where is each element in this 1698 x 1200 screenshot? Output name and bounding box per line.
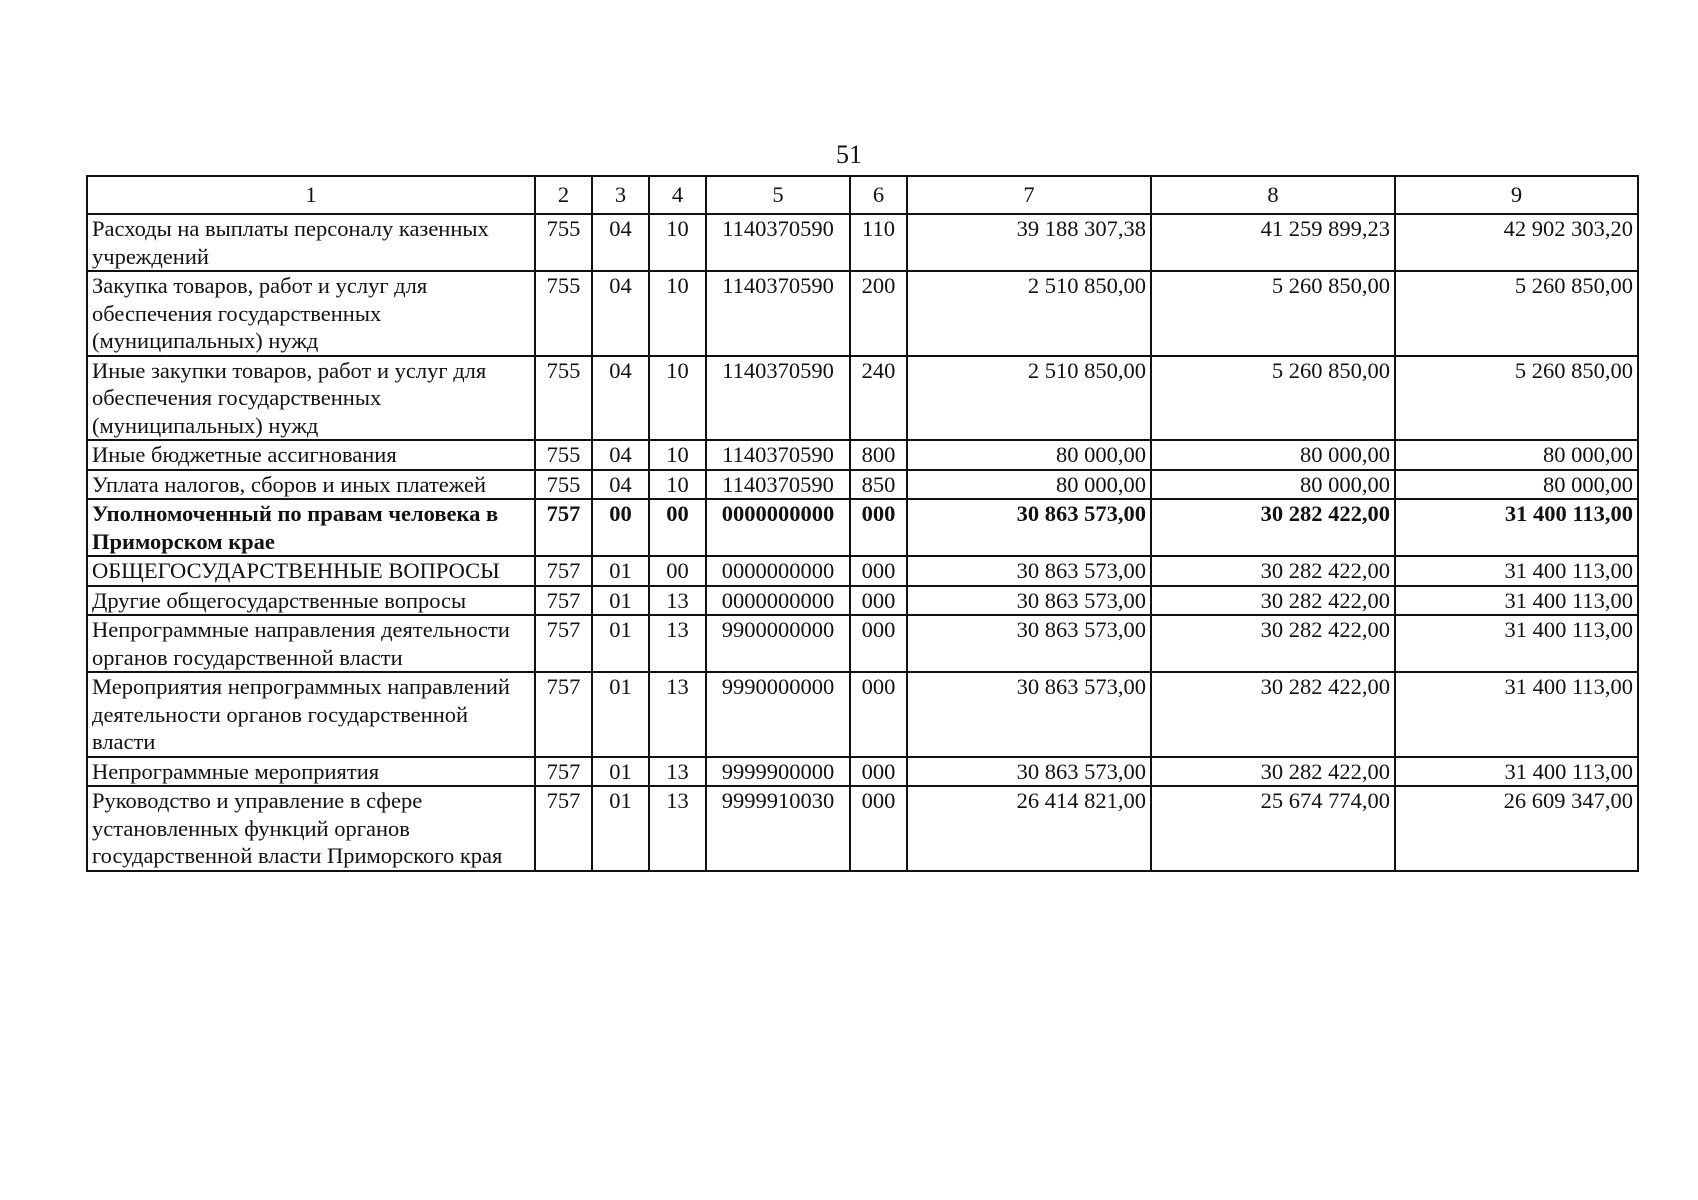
header-cell-5: 5 — [706, 176, 850, 214]
header-cell-4: 4 — [649, 176, 706, 214]
table-row — [87, 757, 1638, 787]
row-code-4-cell: 10 — [649, 214, 706, 271]
row-code-3-cell: 01 — [592, 757, 649, 787]
row-amount-7-cell: 39 188 307,38 — [907, 214, 1151, 271]
row-code-3-cell: 01 — [592, 786, 649, 871]
row-amount-8-cell: 5 260 850,00 — [1151, 356, 1395, 441]
row-code-2-cell: 757 — [535, 615, 592, 672]
row-code-2-cell: 757 — [535, 672, 592, 757]
row-code-3-cell: 01 — [592, 586, 649, 616]
table-row — [87, 356, 1638, 441]
row-code-6-cell: 800 — [850, 440, 907, 470]
row-amount-9-cell: 31 400 113,00 — [1395, 672, 1638, 757]
table-body — [87, 214, 1638, 871]
row-code-5-cell: 9990000000 — [706, 672, 850, 757]
row-code-3-cell: 00 — [592, 499, 649, 556]
row-code-4-cell: 00 — [649, 556, 706, 586]
row-code-5-cell: 9999910030 — [706, 786, 850, 871]
row-name-cell: ОБЩЕГОСУДАРСТВЕННЫЕ ВОПРОСЫ — [87, 556, 535, 586]
row-amount-9-cell: 31 400 113,00 — [1395, 757, 1638, 787]
row-code-6-cell: 000 — [850, 556, 907, 586]
budget-table — [86, 175, 1639, 872]
row-name-cell: Непрограммные мероприятия — [87, 757, 535, 787]
row-amount-9-cell: 42 902 303,20 — [1395, 214, 1638, 271]
row-code-6-cell: 850 — [850, 470, 907, 500]
row-code-6-cell: 200 — [850, 271, 907, 356]
row-code-5-cell: 1140370590 — [706, 470, 850, 500]
row-amount-8-cell: 80 000,00 — [1151, 470, 1395, 500]
row-amount-8-cell: 80 000,00 — [1151, 440, 1395, 470]
row-name-cell: Расходы на выплаты персоналу казенных учреждений — [87, 214, 535, 271]
row-amount-7-cell: 26 414 821,00 — [907, 786, 1151, 871]
header-cell-1: 1 — [87, 176, 535, 214]
table-row — [87, 470, 1638, 500]
row-code-6-cell: 000 — [850, 672, 907, 757]
table-row — [87, 615, 1638, 672]
row-name-cell: Другие общегосударственные вопросы — [87, 586, 535, 616]
row-name-cell: Уплата налогов, сборов и иных платежей — [87, 470, 535, 500]
row-code-2-cell: 755 — [535, 470, 592, 500]
row-name-cell: Руководство и управление в сфере установленных функций органов государственной власти Приморского края — [87, 786, 535, 871]
row-amount-8-cell: 30 282 422,00 — [1151, 586, 1395, 616]
row-amount-7-cell: 80 000,00 — [907, 470, 1151, 500]
row-code-4-cell: 13 — [649, 672, 706, 757]
row-code-5-cell: 0000000000 — [706, 586, 850, 616]
row-amount-8-cell: 30 282 422,00 — [1151, 615, 1395, 672]
row-code-4-cell: 10 — [649, 470, 706, 500]
table-row — [87, 556, 1638, 586]
page-number: 51 — [836, 140, 862, 169]
row-amount-9-cell: 31 400 113,00 — [1395, 499, 1638, 556]
row-code-3-cell: 04 — [592, 356, 649, 441]
row-amount-7-cell: 30 863 573,00 — [907, 672, 1151, 757]
header-row — [87, 176, 1638, 214]
row-code-4-cell: 00 — [649, 499, 706, 556]
row-code-6-cell: 000 — [850, 499, 907, 556]
table-row — [87, 672, 1638, 757]
row-code-2-cell: 755 — [535, 440, 592, 470]
row-code-4-cell: 10 — [649, 440, 706, 470]
row-name-cell: Иные бюджетные ассигнования — [87, 440, 535, 470]
row-code-5-cell: 0000000000 — [706, 499, 850, 556]
row-code-3-cell: 01 — [592, 556, 649, 586]
row-amount-8-cell: 30 282 422,00 — [1151, 672, 1395, 757]
row-code-5-cell: 9999900000 — [706, 757, 850, 787]
row-amount-8-cell: 30 282 422,00 — [1151, 499, 1395, 556]
row-amount-7-cell: 2 510 850,00 — [907, 356, 1151, 441]
row-code-6-cell: 000 — [850, 586, 907, 616]
row-code-3-cell: 04 — [592, 271, 649, 356]
row-amount-9-cell: 31 400 113,00 — [1395, 615, 1638, 672]
header-cell-9: 9 — [1395, 176, 1638, 214]
header-cell-7: 7 — [907, 176, 1151, 214]
row-code-6-cell: 110 — [850, 214, 907, 271]
row-amount-9-cell: 26 609 347,00 — [1395, 786, 1638, 871]
header-cell-8: 8 — [1151, 176, 1395, 214]
row-amount-7-cell: 30 863 573,00 — [907, 615, 1151, 672]
row-code-3-cell: 01 — [592, 672, 649, 757]
header-cell-3: 3 — [592, 176, 649, 214]
row-name-cell: Иные закупки товаров, работ и услуг для обеспечения государственных (муниципальных) нужд — [87, 356, 535, 441]
row-code-4-cell: 13 — [649, 786, 706, 871]
row-code-2-cell: 757 — [535, 499, 592, 556]
row-code-4-cell: 13 — [649, 586, 706, 616]
row-code-3-cell: 01 — [592, 615, 649, 672]
row-amount-9-cell: 80 000,00 — [1395, 440, 1638, 470]
row-name-cell: Закупка товаров, работ и услуг для обеспечения государственных (муниципальных) нужд — [87, 271, 535, 356]
row-code-2-cell: 755 — [535, 271, 592, 356]
row-amount-7-cell: 30 863 573,00 — [907, 556, 1151, 586]
row-code-3-cell: 04 — [592, 214, 649, 271]
row-amount-8-cell: 5 260 850,00 — [1151, 271, 1395, 356]
row-code-4-cell: 13 — [649, 757, 706, 787]
row-code-2-cell: 755 — [535, 356, 592, 441]
row-code-5-cell: 1140370590 — [706, 356, 850, 441]
row-code-2-cell: 757 — [535, 556, 592, 586]
row-amount-7-cell: 80 000,00 — [907, 440, 1151, 470]
table-row — [87, 786, 1638, 871]
row-amount-8-cell: 25 674 774,00 — [1151, 786, 1395, 871]
table-row — [87, 499, 1638, 556]
row-code-6-cell: 240 — [850, 356, 907, 441]
row-amount-8-cell: 30 282 422,00 — [1151, 556, 1395, 586]
row-code-3-cell: 04 — [592, 440, 649, 470]
row-code-5-cell: 1140370590 — [706, 214, 850, 271]
row-amount-9-cell: 31 400 113,00 — [1395, 556, 1638, 586]
table-row — [87, 586, 1638, 616]
row-amount-7-cell: 30 863 573,00 — [907, 757, 1151, 787]
row-name-cell: Непрограммные направления деятельности органов государственной власти — [87, 615, 535, 672]
table-row — [87, 214, 1638, 271]
header-cell-6: 6 — [850, 176, 907, 214]
row-code-2-cell: 757 — [535, 786, 592, 871]
row-amount-9-cell: 31 400 113,00 — [1395, 586, 1638, 616]
row-amount-9-cell: 5 260 850,00 — [1395, 271, 1638, 356]
row-code-4-cell: 10 — [649, 356, 706, 441]
row-code-2-cell: 757 — [535, 757, 592, 787]
row-amount-7-cell: 30 863 573,00 — [907, 499, 1151, 556]
row-code-3-cell: 04 — [592, 470, 649, 500]
row-code-5-cell: 1140370590 — [706, 440, 850, 470]
row-code-2-cell: 755 — [535, 214, 592, 271]
row-amount-9-cell: 5 260 850,00 — [1395, 356, 1638, 441]
row-code-4-cell: 13 — [649, 615, 706, 672]
row-name-cell: Уполномоченный по правам человека в Приморском крае — [87, 499, 535, 556]
row-code-5-cell: 0000000000 — [706, 556, 850, 586]
row-amount-8-cell: 30 282 422,00 — [1151, 757, 1395, 787]
header-cell-2: 2 — [535, 176, 592, 214]
row-code-2-cell: 757 — [535, 586, 592, 616]
row-amount-9-cell: 80 000,00 — [1395, 470, 1638, 500]
row-code-6-cell: 000 — [850, 786, 907, 871]
row-code-6-cell: 000 — [850, 615, 907, 672]
row-code-6-cell: 000 — [850, 757, 907, 787]
row-code-5-cell: 9900000000 — [706, 615, 850, 672]
row-amount-8-cell: 41 259 899,23 — [1151, 214, 1395, 271]
row-name-cell: Мероприятия непрограммных направлений деятельности органов государственной власти — [87, 672, 535, 757]
row-amount-7-cell: 30 863 573,00 — [907, 586, 1151, 616]
table-row — [87, 271, 1638, 356]
row-code-4-cell: 10 — [649, 271, 706, 356]
row-amount-7-cell: 2 510 850,00 — [907, 271, 1151, 356]
table-row — [87, 440, 1638, 470]
row-code-5-cell: 1140370590 — [706, 271, 850, 356]
